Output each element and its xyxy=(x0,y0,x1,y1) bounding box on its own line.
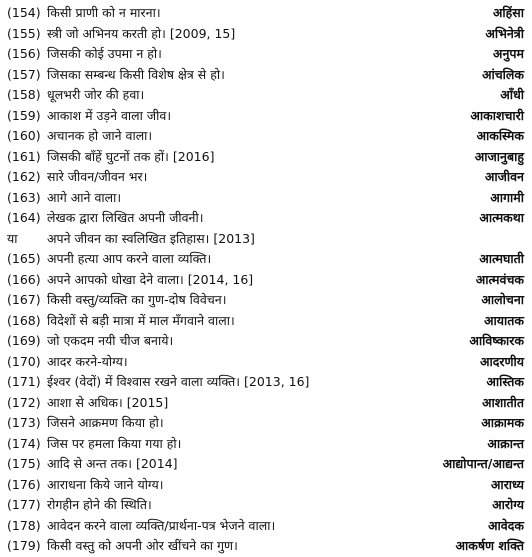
entry-number: (155) xyxy=(7,25,41,41)
entry-row xyxy=(7,3,526,24)
entry-definition: अपनी हत्या आप करने वाला व्यक्ति। xyxy=(47,251,212,267)
entry-definition: जो एकदम नयी चीज बनाये। xyxy=(47,333,174,349)
entry-row xyxy=(7,229,526,250)
entry-number: (154) xyxy=(7,5,41,21)
entry-number: (177) xyxy=(7,497,41,513)
entry-term: आक्रामक xyxy=(481,415,524,431)
entry-row xyxy=(7,65,526,86)
entry-number: (167) xyxy=(7,292,41,308)
entry-term: आत्मघाती xyxy=(479,251,524,267)
entry-left xyxy=(7,208,203,228)
entry-definition: आकाश में उड़ने वाला जीव। xyxy=(47,107,172,123)
entry-row xyxy=(7,413,526,434)
entry-row xyxy=(7,331,526,352)
entry-term: आत्मकथा xyxy=(479,210,524,226)
entry-definition: जिसका सम्बन्ध किसी विशेष क्षेत्र से हो। xyxy=(47,66,225,82)
entry-number: (169) xyxy=(7,333,41,349)
entry-term: आवेदक xyxy=(488,517,524,533)
entry-definition: आगे आने वाला। xyxy=(47,189,122,205)
entry-row xyxy=(7,475,526,496)
entry-left xyxy=(7,44,162,64)
entry-definition: जिसकी बाँहें घुटनों तक हों। [2016] xyxy=(47,148,215,164)
entry-term: आराध्य xyxy=(490,476,524,492)
entry-definition: आवेदन करने वाला व्यक्ति/प्रार्थना-पत्र भेजने वाला। xyxy=(47,517,276,533)
entry-definition: धूलभरी जोर की हवा। xyxy=(47,87,145,103)
entry-left xyxy=(7,413,164,433)
entry-number: (179) xyxy=(7,538,41,554)
entry-definition: ईश्वर (वेदों) में विश्वास रखने वाला व्यक्ति। [2013, 16] xyxy=(47,374,310,390)
entry-number: या xyxy=(7,230,18,246)
entry-term: आगामी xyxy=(490,189,524,205)
entry-term: आयातक xyxy=(484,312,524,328)
entry-left xyxy=(7,331,173,351)
entry-number: (156) xyxy=(7,46,41,62)
entry-left xyxy=(7,229,255,249)
entry-left xyxy=(7,434,181,454)
entry-number: (172) xyxy=(7,394,41,410)
entry-term: आत्मवंचक xyxy=(475,271,524,287)
entry-term: आंचलिक xyxy=(481,66,524,82)
entry-term: आक्रान्त xyxy=(487,435,524,451)
entry-definition: आराधना किये जाने योग्य। xyxy=(47,476,164,492)
entry-row xyxy=(7,126,526,147)
entry-left xyxy=(7,352,128,372)
entry-row xyxy=(7,372,526,393)
entry-row xyxy=(7,270,526,291)
entry-left xyxy=(7,475,163,495)
entry-term: आकाशचारी xyxy=(470,107,524,123)
entry-definition: रोगहीन होने की स्थिति। xyxy=(47,497,152,513)
entry-number: (173) xyxy=(7,415,41,431)
entry-left xyxy=(7,147,214,167)
entry-definition: किसी वस्तु/व्यक्ति का गुण-दोष विवेचन। xyxy=(47,292,227,308)
entry-left xyxy=(7,65,225,85)
entry-term: आद्योपान्त/आद्यन्त xyxy=(442,456,524,472)
entry-definition: किसी वस्तु को अपनी ओर खींचने का गुण। xyxy=(47,538,238,554)
entry-term: अनुपम xyxy=(492,46,524,62)
entry-term: अहिंसा xyxy=(492,5,524,21)
entry-number: (159) xyxy=(7,107,41,123)
entry-number: (163) xyxy=(7,189,41,205)
entry-definition: लेखक द्वारा लिखित अपनी जीवनी। xyxy=(47,210,204,226)
entry-left xyxy=(7,106,171,126)
entry-row xyxy=(7,290,526,311)
entry-row xyxy=(7,311,526,332)
entry-term: अभिनेत्री xyxy=(485,25,524,41)
entry-term: आजानुबाहु xyxy=(474,148,524,164)
entry-term: आशातीत xyxy=(481,394,524,410)
entry-row xyxy=(7,44,526,65)
entry-term: आरोग्य xyxy=(492,497,524,513)
entry-number: (162) xyxy=(7,169,41,185)
entry-number: (160) xyxy=(7,128,41,144)
entry-number: (168) xyxy=(7,312,41,328)
entry-left xyxy=(7,454,178,474)
entry-number: (157) xyxy=(7,66,41,82)
entry-left xyxy=(7,495,152,515)
entry-number: (166) xyxy=(7,271,41,287)
entry-left xyxy=(7,393,168,413)
entry-left xyxy=(7,536,238,556)
entry-row xyxy=(7,536,526,557)
entry-term: आविष्कारक xyxy=(469,333,524,349)
entry-left xyxy=(7,516,275,536)
entry-row xyxy=(7,434,526,455)
entry-left xyxy=(7,167,147,187)
entry-number: (174) xyxy=(7,435,41,451)
entry-number: (170) xyxy=(7,353,41,369)
entry-row xyxy=(7,249,526,270)
entry-definition: जिस पर हमला किया गया हो। xyxy=(47,435,182,451)
entry-definition: स्त्री जो अभिनय करती हो। [2009, 15] xyxy=(47,25,236,41)
entry-term: आलोचना xyxy=(481,292,524,308)
entry-row xyxy=(7,167,526,188)
entry-row xyxy=(7,454,526,475)
entry-left xyxy=(7,85,144,105)
entry-term: आस्तिक xyxy=(486,374,524,390)
entry-row xyxy=(7,495,526,516)
entry-definition: आशा से अधिक। [2015] xyxy=(47,394,169,410)
entry-definition: आदर करने-योग्य। xyxy=(47,353,128,369)
entry-row xyxy=(7,24,526,45)
entry-number: (158) xyxy=(7,87,41,103)
entry-row xyxy=(7,393,526,414)
entry-row xyxy=(7,352,526,373)
entry-term: आजीवन xyxy=(484,169,524,185)
entry-definition: अचानक हो जाने वाला। xyxy=(47,128,153,144)
entry-left xyxy=(7,24,235,44)
entry-list xyxy=(7,3,526,557)
entry-left xyxy=(7,290,226,310)
entry-definition: जिसने आक्रमण किया हो। xyxy=(47,415,164,431)
entry-left xyxy=(7,270,253,290)
entry-left xyxy=(7,372,309,392)
entry-row xyxy=(7,85,526,106)
entry-definition: किसी प्राणी को न मारना। xyxy=(47,5,161,21)
entry-row xyxy=(7,516,526,537)
entry-definition: अपने जीवन का स्वलिखित इतिहास। [2013] xyxy=(47,230,255,246)
entry-definition: अपने आपको धोखा देने वाला। [2014, 16] xyxy=(47,271,254,287)
entry-left xyxy=(7,249,211,269)
entry-left xyxy=(7,311,235,331)
entry-left xyxy=(7,3,161,23)
entry-term: आँधी xyxy=(500,87,524,103)
entry-number: (165) xyxy=(7,251,41,267)
entry-term: आदरणीय xyxy=(479,353,524,369)
entry-definition: विदेशों से बड़ी मात्रा में माल मँगवाने वाला। xyxy=(47,312,235,328)
entry-row xyxy=(7,147,526,168)
entry-row xyxy=(7,106,526,127)
entry-number: (164) xyxy=(7,210,41,226)
entry-number: (161) xyxy=(7,148,41,164)
entry-left xyxy=(7,126,152,146)
entry-number: (176) xyxy=(7,476,41,492)
entry-number: (178) xyxy=(7,517,41,533)
entry-definition: आदि से अन्त तक। [2014] xyxy=(47,456,178,472)
entry-number: (171) xyxy=(7,374,41,390)
entry-row xyxy=(7,188,526,209)
entry-number: (175) xyxy=(7,456,41,472)
entry-term: आकस्मिक xyxy=(476,128,524,144)
entry-definition: सारे जीवन/जीवन भर। xyxy=(47,169,148,185)
entry-left xyxy=(7,188,121,208)
entry-row xyxy=(7,208,526,229)
entry-definition: जिसकी कोई उपमा न हो। xyxy=(47,46,162,62)
entry-term: आकर्षण शक्ति xyxy=(455,538,524,554)
